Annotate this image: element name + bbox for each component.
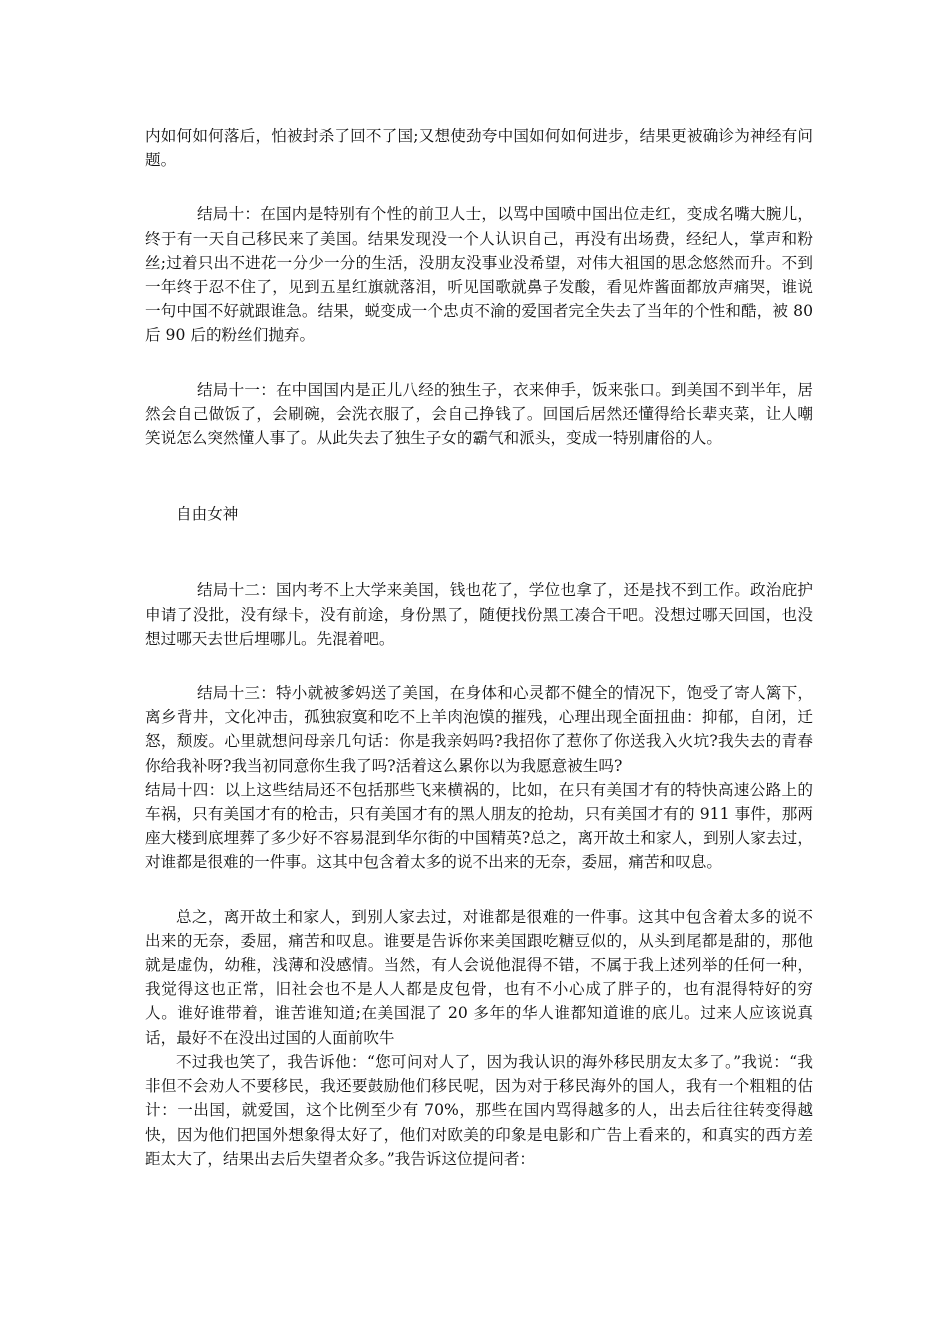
- paragraph-gap: [145, 172, 813, 202]
- paragraph-dialogue: 不过我也笑了，我告诉他：“您可问对人了，因为我认识的海外移民朋友太多了。”我说：“我非但不会劝人不要移民，我还要鼓励他们移民呢，因为对于移民海外的国人，我有一个粗粗的估计：一出国，就爱国，这个比例至少有 70%，那些在国内骂得越多的人，出去后往往转变得越快，因为他们把国外想象得太好了，他们对欧美的印象是电影和广告上看来的，和真实的西方差距太大了，结果出去后失望者众多。”我告诉这位提问者：: [145, 1052, 813, 1168]
- paragraph-ending-10: 结局十：在国内是特别有个性的前卫人士，以骂中国喷中国出位走红，变成名嘴大腕儿，终于有一天自己移民来了美国。结果发现没一个人认识自己，再没有出场费，经纪人，掌声和粉丝;过着只出不进花一分少一分的生活，没朋友没事业没希望，对伟大祖国的思念悠然而升。不到一年终于忍不住了，见到五星红旗就落泪，听见国歌就鼻子发酸，看见炸酱面都放声痛哭，谁说一句中国不好就跟谁急。结果，蜕变成一个忠贞不渝的爱国者完全失去了当年的个性和酷，被 80 后 90 后的粉丝们抛弃。: [145, 205, 813, 345]
- document-page: [145, 124, 813, 1171]
- paragraph-ending-11: 结局十一：在中国国内是正儿八经的独生子，衣来伸手，饭来张口。到美国不到半年，居然会自己做饭了，会刷碗，会洗衣服了，会自己挣钱了。回国后居然还懂得给长辈夹菜，让人嘲笑说怎么突然懂人事了。从此失去了独生子女的霸气和派头，变成一特别庸俗的人。: [145, 380, 813, 448]
- paragraph-ending-13: 结局十三：特小就被爹妈送了美国，在身体和心灵都不健全的情况下，饱受了寄人篱下，离乡背井，文化冲击，孤独寂寞和吃不上羊肉泡馍的摧残，心理出现全面扭曲：抑郁，自闭，迁怒，颓废。心里就想问母亲几句话：你是我亲妈吗?我招你了惹你了你送我入火坑?我失去的青春你给我补呀?我当初同意你生我了吗?活着这么累你以为我愿意被生吗?: [145, 684, 813, 775]
- paragraph-gap: [145, 875, 813, 905]
- paragraph-gap: [145, 450, 813, 502]
- paragraph-conclusion: 总之，离开故土和家人，到别人家去过，对谁都是很难的一件事。这其中包含着太多的说不出来的无奈，委屈，痛苦和叹息。谁要是告诉你来美国跟吃糖豆似的，从头到尾都是甜的，那他就是虚伪，幼稚，浅薄和没感情。当然，有人会说他混得不错，不属于我上述列举的任何一种，我觉得这也正常，旧社会也不是人人都是皮包骨，也有不小心成了胖子的，也有混得特好的穷人。谁好谁带着，谁苦谁知道;在美国混了 20 多年的华人谁都知道谁的底儿。过来人应该说真话，最好不在没出过国的人面前吹牛: [145, 907, 813, 1047]
- paragraph-ending-14: 结局十四：以上这些结局还不包括那些飞来横祸的，比如，在只有美国才有的特快高速公路上的车祸，只有美国才有的枪击，只有美国才有的黑人朋友的抢劫，只有美国才有的 911 事件，那两座大楼到底埋葬了多少好不容易混到华尔街的中国精英?总之，离开故土和家人，到别人家去过，对谁都是很难的一件事。这其中包含着太多的说不出来的无奈，委屈，痛苦和叹息。: [145, 780, 813, 872]
- paragraph-intro: 内如何如何落后，怕被封杀了回不了国;又想使劲夸中国如何如何进步，结果更被确诊为神经有问题。: [145, 127, 813, 170]
- paragraph-gap: [145, 651, 813, 681]
- paragraph-gap: [145, 348, 813, 378]
- section-heading: 自由女神: [176, 505, 239, 524]
- paragraph-ending-12: 结局十二：国内考不上大学来美国，钱也花了，学位也拿了，还是找不到工作。政治庇护申请了没批，没有绿卡，没有前途，身份黑了，随便找份黑工凑合干吧。没想过哪天回国，也没想过哪天去世后埋哪儿。先混着吧。: [145, 581, 813, 648]
- paragraph-gap: [145, 526, 813, 578]
